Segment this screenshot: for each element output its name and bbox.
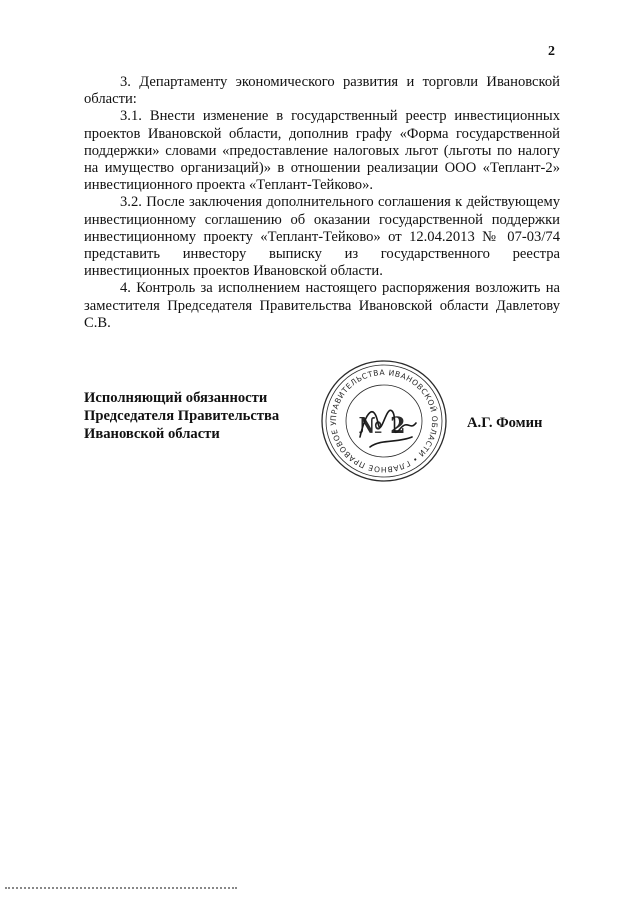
seal-ring-text: ПРАВИТЕЛЬСТВА ИВАНОВСКОЙ ОБЛАСТИ • ГЛАВНОЕ ПРАВОВОЕ У bbox=[328, 367, 440, 475]
signatory-title-line-3: Ивановской области bbox=[84, 426, 220, 442]
signatory-title-line-2: Председателя Правительства bbox=[84, 408, 280, 424]
signatory-title-line-1: Исполняющий обязанности bbox=[84, 390, 268, 406]
seal-number: № 2 bbox=[358, 413, 406, 439]
paragraph-3-1: 3.1. Внести изменение в государственный реестр инвестиционных проектов Ивановской области, дополнив графу «Форма государственной поддержки» словами «предоставление налоговых льгот (льготы по налогу на имущество организаций)» в отношении реализации ООО «Теплант-2» инвестиционного проекта «Теплант-Тейково». bbox=[84, 108, 560, 194]
paragraph-4: 4. Контроль за исполнением настоящего распоряжения возложить на заместителя Председателя Правительства Ивановской области Давлетову С.В. bbox=[84, 280, 560, 331]
official-seal bbox=[320, 359, 448, 483]
footer-rule bbox=[5, 887, 237, 889]
paragraph-3: 3. Департаменту экономического развития и торговли Ивановской области: bbox=[84, 74, 560, 108]
paragraph-3-2: 3.2. После заключения дополнительного соглашения к действующему инвестиционному соглашению об оказании государственной поддержки инвестиционному проекту «Теплант-Тейково» от 12.04.2013 № 07-03/74 представить инвестору выписку из государственного реестра инвестиционных проектов Ивановской области. bbox=[84, 194, 560, 280]
signature-block bbox=[84, 389, 279, 443]
document-body bbox=[84, 74, 560, 332]
page-number: 2 bbox=[548, 44, 555, 59]
signatory-name: А.Г. Фомин bbox=[467, 415, 543, 431]
